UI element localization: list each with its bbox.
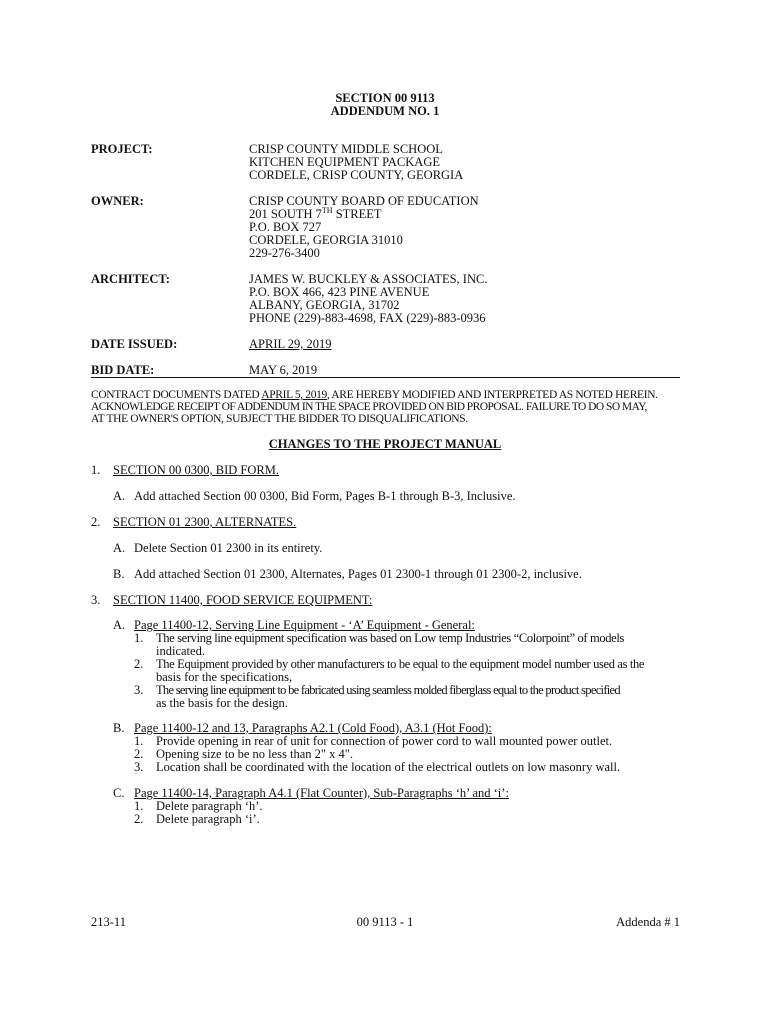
item-2-title: SECTION 01 2300, ALTERNATES. [113, 515, 297, 529]
footer-page-number: 00 9113 - 1 [356, 915, 414, 929]
owner-line-4: CORDELE, GEORGIA 31010 [249, 233, 403, 247]
item-3a-title: Page 11400-12, Serving Line Equipment - ‘A’ Equipment - General: [134, 618, 475, 632]
item-3b-letter: B. [113, 721, 125, 735]
footer-addenda-label: Addenda # 1 [616, 915, 680, 929]
item-3b2-text: Opening size to be no less than 2" x 4". [156, 747, 353, 761]
item-3b1-number: 1. [134, 734, 144, 748]
item-3b3-text: Location shall be coordinated with the location of the electrical outlets on low masonry wall. [156, 760, 621, 774]
item-3-title: SECTION 11400, FOOD SERVICE EQUIPMENT: [113, 593, 373, 607]
date-issued-value: APRIL 29, 2019 [249, 337, 332, 351]
project-line-1: CRISP COUNTY MIDDLE SCHOOL [249, 142, 443, 156]
item-1-title: SECTION 00 0300, BID FORM. [113, 463, 279, 477]
project-line-2: KITCHEN EQUIPMENT PACKAGE [249, 155, 440, 169]
divider-rule [91, 377, 680, 378]
item-3c1-text: Delete paragraph ‘h’. [156, 799, 263, 813]
item-2a-text: Delete Section 01 2300 in its entirety. [134, 541, 323, 555]
date-issued-label: DATE ISSUED: [91, 337, 178, 351]
item-3c2-number: 2. [134, 812, 144, 826]
bid-date-label: BID DATE: [91, 363, 155, 377]
architect-line-1: JAMES W. BUCKLEY & ASSOCIATES, INC. [249, 272, 488, 286]
addendum-heading: ADDENDUM NO. 1 [330, 104, 440, 118]
item-1a-text: Add attached Section 00 0300, Bid Form, Pages B-1 through B-3, Inclusive. [134, 489, 516, 503]
architect-label: ARCHITECT: [91, 272, 170, 286]
changes-title: CHANGES TO THE PROJECT MANUAL [268, 437, 502, 451]
project-line-3: CORDELE, CRISP COUNTY, GEORGIA [249, 168, 464, 182]
item-3c1-number: 1. [134, 799, 144, 813]
bid-date-value: MAY 6, 2019 [249, 363, 318, 377]
owner-street-number: 201 SOUTH 7 [249, 207, 322, 221]
owner-street-suffix: TH [321, 205, 333, 215]
item-3a1-line-2: indicated. [156, 644, 205, 658]
item-3a3-number: 3. [134, 683, 144, 697]
owner-line-5: 229-276-3400 [249, 246, 320, 260]
owner-line-3: P.O. BOX 727 [249, 220, 322, 234]
item-3a3-line-1: The serving line equipment to be fabricated using seamless molded fiberglass equal to the product specified [156, 683, 620, 697]
item-3b-title: Page 11400-12 and 13, Paragraphs A2.1 (Cold Food), A3.1 (Hot Food): [134, 721, 492, 735]
item-3b3-number: 3. [134, 760, 144, 774]
item-3-number: 3. [91, 593, 101, 607]
architect-line-2: P.O. BOX 466, 423 PINE AVENUE [249, 285, 430, 299]
item-2-number: 2. [91, 515, 101, 529]
notice-line-2: ACKNOWLEDGE RECEIPT OF ADDENDUM IN THE SPACE PROVIDED ON BID PROPOSAL. FAILURE TO DO SO MAY, [91, 401, 647, 413]
owner-line-1: CRISP COUNTY BOARD OF EDUCATION [249, 194, 479, 208]
item-3c2-text: Delete paragraph ‘i’. [156, 812, 260, 826]
item-3b2-number: 2. [134, 747, 144, 761]
item-3a3-line-2: as the basis for the design. [156, 696, 288, 710]
owner-label: OWNER: [91, 194, 144, 208]
notice-line-1-end: , ARE HEREBY MODIFIED AND INTERPRETED AS NOTED HEREIN. [326, 389, 658, 401]
item-2b-text: Add attached Section 01 2300, Alternates, Pages 01 2300-1 through 01 2300-2, inclusive. [134, 567, 582, 581]
item-3a2-line-1: The Equipment provided by other manufacturers to be equal to the equipment model number used as the [156, 657, 645, 671]
item-3c-title: Page 11400-14, Paragraph A4.1 (Flat Counter), Sub-Paragraphs ‘h’ and ‘i’: [134, 786, 509, 800]
architect-line-4: PHONE (229)-883-4698, FAX (229)-883-0936 [249, 311, 486, 325]
architect-line-3: ALBANY, GEORGIA, 31702 [249, 298, 400, 312]
item-3b1-text: Provide opening in rear of unit for connection of power cord to wall mounted power outlet. [156, 734, 613, 748]
footer-project-number: 213-11 [91, 915, 126, 929]
item-3a1-number: 1. [134, 631, 144, 645]
section-heading: SECTION 00 9113 [335, 91, 435, 105]
item-3a-letter: A. [113, 618, 126, 632]
project-label: PROJECT: [91, 142, 153, 156]
notice-contract-date: APRIL 5, 2019 [261, 389, 327, 401]
item-1-number: 1. [91, 463, 101, 477]
item-3a2-number: 2. [134, 657, 144, 671]
owner-street-name: STREET [332, 207, 382, 221]
item-3c-letter: C. [113, 786, 125, 800]
item-2a-letter: A. [113, 541, 126, 555]
item-3a1-line-1: The serving line equipment specification was based on Low temp Industries “Colorpoint” of models [156, 631, 625, 645]
item-3a2-line-2: basis for the specifications, [156, 670, 293, 684]
item-1a-letter: A. [113, 489, 126, 503]
notice-line-3: AT THE OWNER'S OPTION, SUBJECT THE BIDDER TO DISQUALIFICATIONS. [91, 413, 468, 425]
item-2b-letter: B. [113, 567, 125, 581]
notice-line-1-start: CONTRACT DOCUMENTS DATED [91, 389, 262, 401]
